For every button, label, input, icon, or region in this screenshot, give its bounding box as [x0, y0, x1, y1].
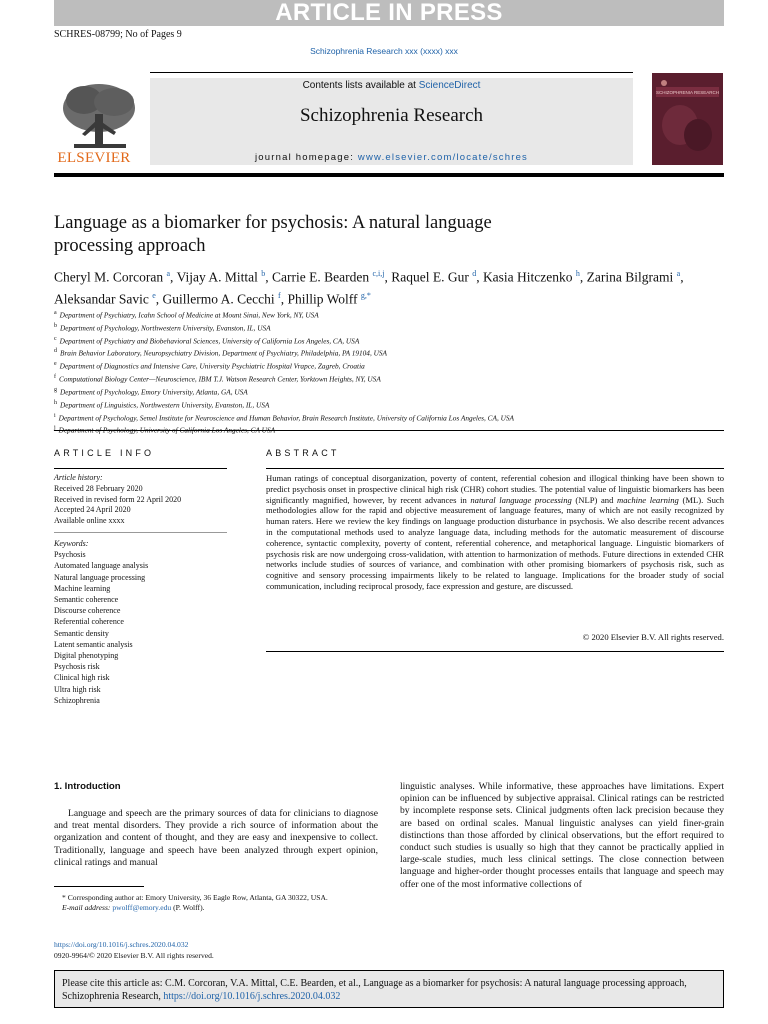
keyword-item: Semantic density	[54, 628, 109, 638]
citation-doi-link[interactable]: https://doi.org/10.1016/j.schres.2020.04.032	[163, 991, 341, 1002]
doi-block	[54, 940, 214, 961]
keyword-item: Digital phenotyping	[54, 651, 119, 661]
affiliation-item	[54, 411, 724, 424]
history-label: Article history:	[54, 473, 103, 482]
abstract-emphasis: machine learning	[617, 494, 679, 505]
introduction-left-column: Language and speech are the primary sources of data for clinicians to diagnose and treat mental disorders. They provide a rich source of information about the organization and content of thought, and they are easy and inexpensive to collect. Traditionally, language and speech have been analyzed through expert opinion, clinical ratings and manual	[54, 808, 378, 868]
affiliation-list	[54, 308, 724, 436]
affiliation-text: Department of Psychology, Northwestern University, Evanston, IL, USA	[60, 323, 271, 333]
affiliation-text: Department of Linguistics, Northwestern University, Evanston, IL, USA	[60, 400, 270, 410]
elsevier-wordmark: ELSEVIER	[57, 150, 131, 166]
affiliation-item	[54, 308, 724, 321]
abstract-emphasis: natural language processing	[470, 494, 572, 505]
keyword-item: Automated language analysis	[54, 561, 149, 571]
affiliation-item	[54, 398, 724, 411]
doi-link[interactable]: https://doi.org/10.1016/j.schres.2020.04.032	[54, 940, 189, 949]
affiliation-key: d	[54, 348, 57, 355]
affiliation-key: i	[54, 412, 56, 419]
affiliation-key: g	[54, 386, 57, 393]
abstract-text	[266, 473, 724, 592]
author-affiliation-marker[interactable]: h	[575, 269, 580, 278]
author-separator: ,	[155, 291, 163, 306]
abstract-bottom-rule	[266, 651, 724, 652]
homepage-prefix: journal homepage:	[254, 152, 358, 163]
corresponding-address: Corresponding author at: Emory University, 36 Eagle Row, Atlanta, GA 30322, USA.	[67, 893, 328, 902]
abstract-part: Human ratings of conceptual disorganization, poverty of content, referential cohesion and illogical thinking have been shown to predict psychosis onset in prospective clinical high risk (CHR) cohort studies. The potential value of linguistic biomarkers has been significantly magnified, however, by recent advances in	[266, 473, 724, 505]
introduction-heading: 1. Introduction	[54, 781, 121, 792]
author-affiliation-marker[interactable]: a	[676, 269, 681, 278]
author-name: Carrie E. Bearden	[272, 269, 370, 285]
corresponding-author-footnote	[62, 893, 382, 914]
issn-line: 0920-9964/© 2020 Elsevier B.V. All rights reserved.	[54, 950, 214, 960]
author-name: Vijay A. Mittal	[176, 269, 258, 285]
footnote-marker: *	[62, 893, 66, 902]
keyword-item: Schizophrenia	[54, 695, 100, 705]
journal-reference-link[interactable]: Schizophrenia Research xxx (xxxx) xxx	[310, 46, 458, 56]
author-affiliation-marker[interactable]: b	[261, 269, 266, 278]
sciencedirect-link[interactable]: ScienceDirect	[418, 80, 481, 91]
author-name: Raquel E. Gur	[391, 269, 469, 285]
section-rule	[54, 430, 724, 431]
introduction-right-column: linguistic analyses. While informative, these approaches have limitations. Expert opinion can be influenced by subjective appraisal. Clinical ratings can be restricted by incomplete response sets. Clinical judgments often lack precision because they are based on ordinal scales. Manual linguistic analyses can yield finer-grain distinctions than those afforded by clinical observations, but the effort required to conduct such studies is usually so high that they cannot be practically applied in large-scale studies, much less clinical settings. The close connection between language and higher-order thought processes entails that language and speech may offer one of the most informative collections of	[400, 781, 724, 890]
keywords-block	[54, 538, 229, 706]
keyword-item: Referential coherence	[54, 617, 124, 627]
keyword-item: Psychosis risk	[54, 662, 100, 672]
affiliation-key: a	[54, 310, 57, 316]
history-item: Available online xxxx	[54, 516, 125, 526]
journal-homepage-line	[150, 152, 633, 163]
author-separator: ,	[476, 269, 483, 285]
article-info-heading: ARTICLE INFO	[54, 448, 155, 458]
abstract-part: (ML). Such methodologies allow for the rapid and objective measurement of language features, many of which are not easily recognized by human raters. Here we review the key findings on language production disturbance in psychosis. We also describe recent advances in the computational methods used to analyze language data, including methods for the automatic measurement of discourse coherence, syntactic complexity, poverty of content, referential coherence, and metaphorical language. Linguistic biomarkers of psychosis risk are now undergoing cross-validation, with attention to harmonization of methods. Future directions in extended CHR networks include studies of sources of variance, and combination with other promising biomarkers of psychosis risk, such as cognitive and sensory processing impairments likely to be related to language. Implications for the broader study of social communication, including reciprocal prosody, face expression and gesture, are discussed.	[266, 494, 725, 591]
author-affiliation-marker[interactable]: f	[278, 290, 281, 300]
affiliation-text: Department of Diagnostics and Intensive Care, University Psychiatric Hospital Vrapce, Zagreb, Croatia	[59, 361, 365, 371]
header-rule	[150, 72, 633, 73]
keyword-item: Ultra high risk	[54, 684, 101, 694]
author-separator: ,	[265, 269, 272, 285]
history-item: Accepted 24 April 2020	[54, 505, 131, 515]
article-history	[54, 473, 229, 527]
author-name: Phillip Wolff	[287, 291, 358, 306]
keywords-label: Keywords:	[54, 539, 89, 548]
abstract-rule	[266, 468, 724, 469]
affiliation-key: f	[54, 374, 56, 381]
affiliation-item	[54, 385, 724, 398]
author-affiliation-marker[interactable]: g,*	[360, 290, 371, 300]
keyword-item: Psychosis	[54, 550, 86, 560]
author-separator: ,	[170, 269, 177, 285]
journal-homepage-link[interactable]: www.elsevier.com/locate/schres	[357, 152, 529, 163]
journal-cover-image[interactable]	[652, 73, 723, 165]
history-item: Received in revised form 22 April 2020	[54, 494, 182, 504]
affiliation-item	[54, 359, 724, 372]
author-affiliation-marker[interactable]: e	[152, 290, 156, 300]
keyword-item: Natural language processing	[54, 572, 146, 582]
masthead-thick-rule	[54, 173, 724, 177]
author-name: Guillermo A. Cecchi	[162, 291, 275, 306]
article-info-rule	[54, 468, 227, 469]
affiliation-key: b	[54, 322, 57, 329]
keyword-item: Latent semantic analysis	[54, 639, 133, 649]
footnote-rule	[54, 886, 144, 887]
keyword-item: Semantic coherence	[54, 595, 119, 605]
affiliation-item	[54, 346, 724, 359]
contents-line	[150, 80, 633, 91]
author-name: Aleksandar Savic	[54, 291, 149, 306]
affiliation-key: j	[54, 425, 56, 432]
affiliation-key: h	[54, 399, 57, 406]
journal-title: Schizophrenia Research	[299, 105, 484, 126]
author-name: Zarina Bilgrami	[586, 269, 674, 285]
keyword-item: Clinical high risk	[54, 673, 110, 683]
abstract-part: (NLP) and	[571, 494, 617, 505]
author-separator: ,	[680, 269, 684, 285]
affiliation-key: e	[54, 361, 57, 368]
author-name: Kasia Hitczenko	[482, 269, 573, 285]
history-item: Received 28 February 2020	[54, 483, 143, 493]
article-in-press-banner: ARTICLE IN PRESS	[54, 0, 724, 26]
author-separator: ,	[280, 291, 288, 306]
affiliation-text: Department of Psychology, Emory University, Atlanta, GA, USA	[60, 387, 248, 397]
cover-title: SCHIZOPHRENIA RESEARCH	[655, 90, 720, 95]
author-affiliation-marker[interactable]: a	[166, 269, 171, 278]
author-affiliation-marker[interactable]: d	[472, 269, 477, 278]
abstract-heading: ABSTRACT	[266, 448, 340, 458]
keywords-rule	[54, 532, 227, 533]
author-name: Cheryl M. Corcoran	[54, 269, 164, 285]
affiliation-text: Department of Psychology, Semel Institute for Neuroscience and Human Behavior, Brain Research Institute, University of California Los Angeles, CA, USA	[58, 413, 514, 423]
abstract-copyright: © 2020 Elsevier B.V. All rights reserved.	[582, 632, 724, 642]
author-affiliation-marker[interactable]: c,i,j	[372, 269, 385, 278]
affiliation-key: c	[54, 335, 57, 342]
article-title: Language as a biomarker for psychosis: A natural language processing approach	[54, 213, 492, 256]
cover-artwork	[652, 73, 723, 165]
author-separator: ,	[384, 269, 392, 285]
author-separator: ,	[579, 269, 587, 285]
citation-prefix: Please cite this article as: C.M. Corcoran, V.A. Mittal, C.E. Bearden, et al., Language as a biomarker for psychosis: A natural language processing approach, Schizophrenia Research,	[62, 978, 687, 1002]
affiliation-item	[54, 372, 724, 385]
author-email-link[interactable]: pwolff@emory.edu	[112, 903, 172, 913]
keyword-item: Machine learning	[54, 583, 111, 593]
affiliation-text: Department of Psychiatry, Icahn School of Medicine at Mount Sinai, New York, NY, USA	[59, 310, 319, 320]
document-id: SCHRES-08799; No of Pages 9	[54, 29, 182, 40]
affiliation-text: Computational Biology Center—Neuroscience, IBM T.J. Watson Research Center, Yorktown Heights, NY, USA	[59, 374, 381, 384]
affiliation-text: Brain Behavior Laboratory, Neuropsychiatry Division, Department of Psychiatry, Philadelphia, PA 19104, USA	[60, 348, 387, 358]
email-label: E-mail address:	[62, 903, 113, 913]
affiliation-item	[54, 334, 724, 347]
affiliation-text: Department of Psychiatry and Biobehavioral Sciences, University of California Los Angeles, CA, USA	[59, 336, 360, 346]
contents-prefix: Contents lists available at	[302, 80, 419, 91]
email-suffix: (P. Wolff).	[171, 903, 205, 913]
affiliation-item	[54, 321, 724, 334]
keyword-item: Discourse coherence	[54, 606, 121, 616]
citation-text	[62, 977, 722, 1003]
author-list	[54, 265, 734, 308]
